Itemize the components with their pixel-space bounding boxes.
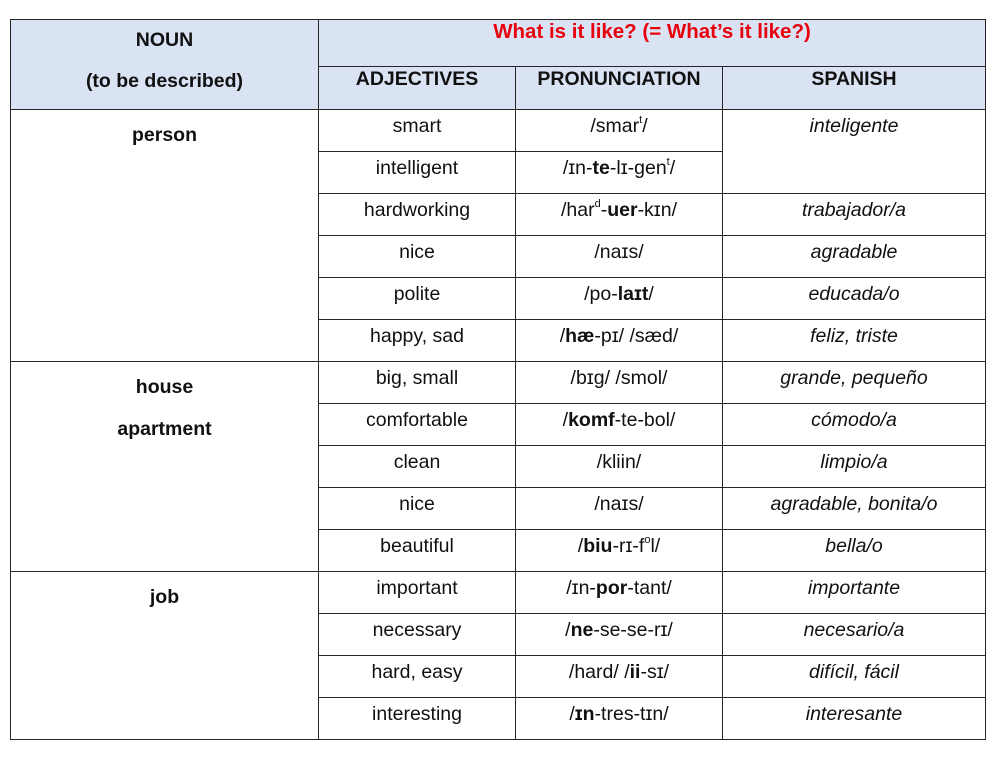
spanish-cell: difícil, fácil bbox=[723, 656, 986, 698]
table-row bbox=[11, 110, 986, 152]
adjective-cell: interesting bbox=[319, 698, 516, 740]
adjective-cell: beautiful bbox=[319, 530, 516, 572]
pronunciation-cell: /po-laɪt/ bbox=[516, 278, 723, 320]
noun-header-title: NOUN bbox=[135, 29, 194, 51]
pronunciation-cell: /har$^d$-uer-kɪn/ bbox=[516, 194, 723, 236]
spanish-cell: bella/o bbox=[723, 530, 986, 572]
noun-header bbox=[11, 20, 319, 110]
pronunciation-cell: /naɪs/ bbox=[516, 488, 723, 530]
adjective-cell: necessary bbox=[319, 614, 516, 656]
stressed-syllable: ne bbox=[570, 619, 594, 641]
adjectives-header: ADJECTIVES bbox=[319, 67, 516, 110]
stressed-syllable: uer bbox=[607, 199, 638, 221]
adjective-cell: intelligent bbox=[319, 152, 516, 194]
pronunciation-cell: /ɪn-por-tant/ bbox=[516, 572, 723, 614]
spanish-cell: interesante bbox=[723, 698, 986, 740]
pronunciation-cell: /bɪg/ /smol/ bbox=[516, 362, 723, 404]
noun-label: job bbox=[149, 586, 180, 608]
adjective-cell: clean bbox=[319, 446, 516, 488]
spanish-cell: agradable bbox=[723, 236, 986, 278]
noun-cell-house bbox=[11, 362, 319, 572]
adjective-cell: nice bbox=[319, 236, 516, 278]
superscript-letter: d bbox=[594, 197, 601, 210]
spanish-cell: inteligente bbox=[723, 110, 986, 194]
adjective-cell: nice bbox=[319, 488, 516, 530]
table-row bbox=[11, 362, 986, 404]
stressed-syllable: te bbox=[592, 157, 610, 179]
noun-label: person bbox=[131, 124, 197, 146]
spanish-cell: educada/o bbox=[723, 278, 986, 320]
adjective-cell: comfortable bbox=[319, 404, 516, 446]
pronunciation-cell: /komf-te-bol/ bbox=[516, 404, 723, 446]
adjective-cell: big, small bbox=[319, 362, 516, 404]
pronunciation-cell: /smar$^t$/ bbox=[516, 110, 723, 152]
pronunciation-cell: /naɪs/ bbox=[516, 236, 723, 278]
spanish-cell: trabajador/a bbox=[723, 194, 986, 236]
superscript-letter: t bbox=[639, 113, 643, 126]
pronunciation-cell: /hæ-pɪ/ /sæd/ bbox=[516, 320, 723, 362]
adjective-cell: hardworking bbox=[319, 194, 516, 236]
spanish-cell: importante bbox=[723, 572, 986, 614]
pronunciation-cell: /ne-se-se-rɪ/ bbox=[516, 614, 723, 656]
stressed-syllable: ɪn bbox=[574, 703, 595, 725]
noun-label: house bbox=[135, 376, 194, 398]
stressed-syllable: komf bbox=[568, 409, 615, 431]
noun-cell-job bbox=[11, 572, 319, 740]
superscript-letter: o bbox=[644, 533, 651, 546]
spanish-cell: agradable, bonita/o bbox=[723, 488, 986, 530]
spanish-cell: limpio/a bbox=[723, 446, 986, 488]
pronunciation-cell: $/biu-rɪ-f^ol/$ bbox=[516, 530, 723, 572]
stressed-syllable: hæ bbox=[565, 325, 595, 347]
noun-cell-person bbox=[11, 110, 319, 362]
adjective-cell: important bbox=[319, 572, 516, 614]
table-row bbox=[11, 572, 986, 614]
pronunciation-cell: /ɪn-te-lɪ-gen$^t$/ bbox=[516, 152, 723, 194]
adjective-cell: hard, easy bbox=[319, 656, 516, 698]
spanish-cell: grande, pequeño bbox=[723, 362, 986, 404]
pronunciation-header: PRONUNCIATION bbox=[516, 67, 723, 110]
adjective-cell: happy, sad bbox=[319, 320, 516, 362]
spanish-cell: necesario/a bbox=[723, 614, 986, 656]
pronunciation-cell: /kliin/ bbox=[516, 446, 723, 488]
stressed-syllable: laɪt bbox=[617, 283, 649, 305]
spanish-header: SPANISH bbox=[723, 67, 986, 110]
question-header: What is it like? (= What’s it like?) bbox=[319, 20, 986, 67]
adjective-cell: polite bbox=[319, 278, 516, 320]
adjective-cell: smart bbox=[319, 110, 516, 152]
stressed-syllable: biu bbox=[583, 535, 613, 557]
superscript-letter: t bbox=[666, 155, 670, 168]
vocabulary-table bbox=[10, 19, 986, 740]
stressed-syllable: por bbox=[595, 577, 628, 599]
noun-header-subtitle: (to be described) bbox=[85, 70, 244, 92]
spanish-cell: feliz, triste bbox=[723, 320, 986, 362]
stressed-syllable: ii bbox=[629, 661, 641, 683]
noun-label: apartment bbox=[117, 418, 212, 440]
pronunciation-cell: /hard/ /ii-sɪ/ bbox=[516, 656, 723, 698]
pronunciation-cell: /ɪn-tres-tɪn/ bbox=[516, 698, 723, 740]
spanish-cell: cómodo/a bbox=[723, 404, 986, 446]
